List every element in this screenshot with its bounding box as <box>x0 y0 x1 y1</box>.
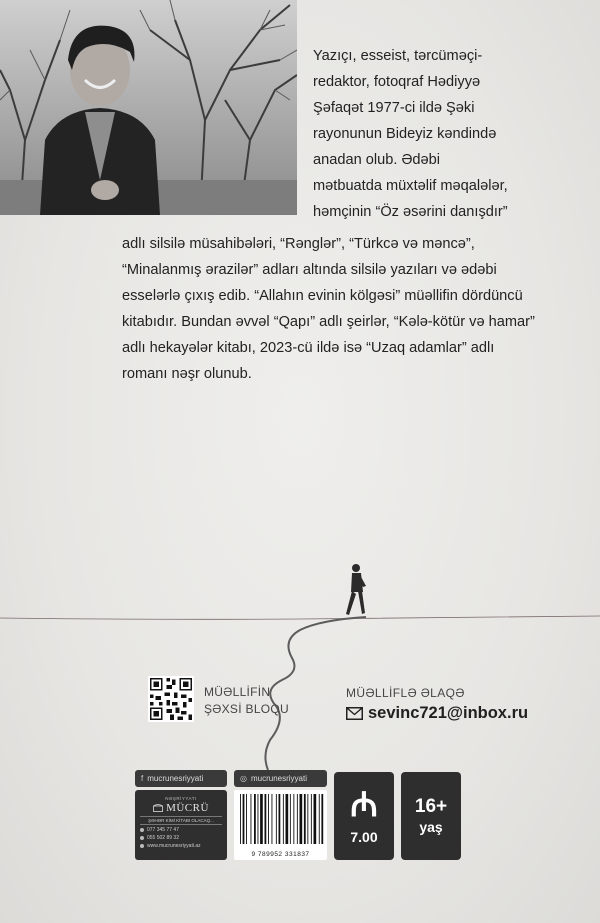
age-rating-number: 16+ <box>414 796 448 817</box>
manat-icon: ₼ <box>350 786 378 824</box>
facebook-link[interactable] <box>135 770 227 787</box>
publisher-slogan: ŞƏHƏR KİMİ KİTABI OLACAQ... <box>140 816 222 825</box>
blog-label-line1: MÜƏLLİFİN <box>204 685 271 699</box>
contact-title: MÜƏLLİFLƏ ƏLAQƏ <box>346 686 465 700</box>
road-illustration <box>0 540 600 770</box>
bio-line: mətbuatda müxtəlif məqalələr, <box>313 178 508 194</box>
barcode-bars <box>234 790 327 848</box>
envelope-icon <box>346 707 363 720</box>
publisher-website <box>140 843 222 849</box>
bio-line: anadan olub. Ədəbi <box>313 152 441 168</box>
bio-line: Yazıçı, esseist, tərcüməçi- <box>313 48 483 64</box>
age-rating-word: yaş <box>419 819 443 835</box>
publisher-name: MÜCRÜ <box>166 802 209 814</box>
instagram-handle: mucrunesriyyati <box>250 774 307 783</box>
publisher-logo <box>140 802 222 814</box>
publisher-top-label: NƏŞRİYYATI <box>165 796 197 801</box>
isbn-barcode <box>234 790 327 860</box>
phone-number: 055 502 89 32 <box>147 835 179 841</box>
website-text: www.mucrunesriyyati.az <box>147 843 201 849</box>
bio-line: Şəfaqət 1977-ci ildə Şəki <box>313 100 475 116</box>
publisher-phone-2 <box>140 835 222 841</box>
blog-qr-code[interactable] <box>148 676 194 722</box>
blog-label <box>204 684 289 718</box>
instagram-link[interactable] <box>234 770 327 787</box>
author-bio-intro <box>313 43 583 225</box>
bio-line: esselərlə çıxış edib. “Allahın evinin kölgəsi” müəllifin dördüncü <box>122 288 523 304</box>
bio-line: adlı hekayələr kitabı, 2023-cü ildə isə “Uzaq adamlar” adlı <box>122 340 495 356</box>
bio-line: romanı nəşr olunub. <box>122 366 252 382</box>
facebook-icon: f <box>141 774 144 783</box>
bio-line: həmçinin “Öz əsərini danışdır” <box>313 204 508 220</box>
globe-icon <box>140 844 144 848</box>
age-rating-badge <box>401 772 461 860</box>
publisher-block <box>135 790 227 860</box>
bio-line: rayonunun Bideyiz kəndində <box>313 126 497 142</box>
blog-label-line2: ŞƏXSİ BLOQU <box>204 702 290 716</box>
price-badge <box>334 772 394 860</box>
bio-line: kitabıdır. Bundan əvvəl “Qapı” adlı şeirlər, “Kələ-kötür və hamar” <box>122 314 535 330</box>
chest-icon <box>153 804 163 812</box>
phone-icon <box>140 828 144 832</box>
publisher-phone-1 <box>140 827 222 833</box>
phone-number: 077 345 77 47 <box>147 827 179 833</box>
price-value: 7.00 <box>350 829 378 845</box>
isbn-number: 9 789952 331837 <box>251 851 310 858</box>
contact-email[interactable]: sevinc721@inbox.ru <box>368 704 529 722</box>
facebook-handle: mucrunesriyyati <box>147 774 204 783</box>
author-photo <box>0 0 297 215</box>
bio-line: redaktor, fotoqraf Hədiyyə <box>313 74 481 90</box>
instagram-icon: ◎ <box>240 774 247 783</box>
bio-line: “Minalanmış ərazilər” adları altında silsilə yazıları və ədəbi <box>122 262 497 278</box>
walking-man-icon <box>346 564 366 615</box>
contact-email-row[interactable] <box>346 704 528 723</box>
bio-line: adlı silsilə müsahibələri, “Rənglər”, “Türkcə və məncə”, <box>122 236 475 252</box>
phone-icon <box>140 836 144 840</box>
author-bio-continued <box>122 231 588 387</box>
